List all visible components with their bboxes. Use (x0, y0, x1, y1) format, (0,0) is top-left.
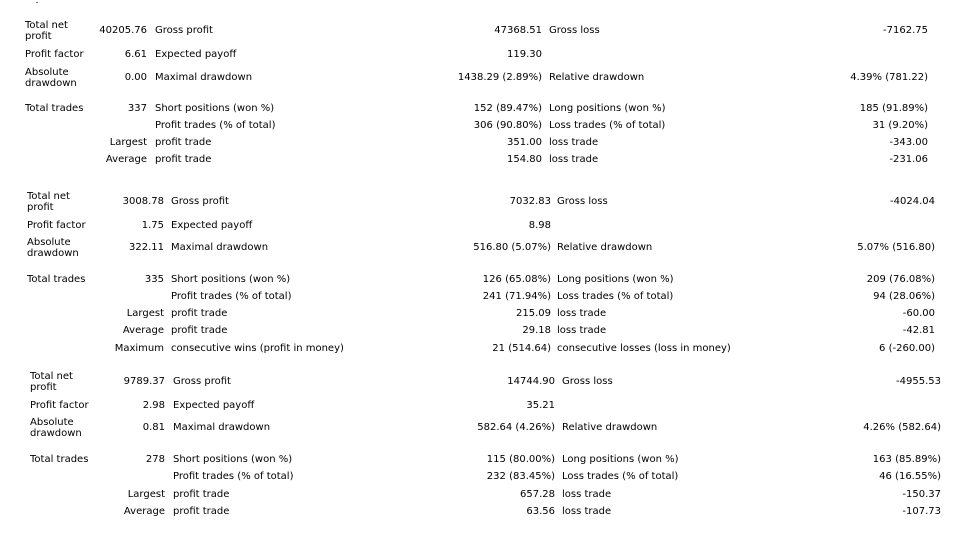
largest-loss-value: -343.00 (889, 137, 928, 148)
profit-factor-label: Profit factor (30, 400, 89, 411)
expected-payoff-value: 8.98 (528, 220, 551, 231)
total-net-profit-value: 3008.78 (122, 196, 164, 207)
row-average (0, 153, 960, 167)
row-drawdown (0, 236, 960, 260)
average-loss-value: -231.06 (889, 154, 928, 165)
average-profit-value: 154.80 (507, 154, 542, 165)
total-trades-label: Total trades (30, 454, 89, 465)
absolute-drawdown-label: Absolute drawdown (27, 237, 79, 259)
report-block-1 (0, 0, 960, 175)
maximal-drawdown-value: 582.64 (4.26%) (477, 422, 555, 433)
row-average (0, 505, 960, 519)
row-net-profit (0, 190, 960, 214)
gross-profit-label: Gross profit (173, 376, 231, 387)
profit-factor-value: 2.98 (142, 400, 165, 411)
profit-factor-value: 1.75 (141, 220, 164, 231)
largest-profit-label: profit trade (173, 489, 230, 500)
consecutive-losses-value: 6 (-260.00) (879, 343, 935, 353)
gross-profit-label: Gross profit (155, 25, 213, 36)
maximal-drawdown-label: Maximal drawdown (173, 422, 271, 433)
maximal-drawdown-value: 516.80 (5.07%) (473, 242, 551, 253)
total-net-profit-label: Total net profit (25, 20, 68, 42)
expected-payoff-label: Expected payoff (171, 220, 253, 231)
long-positions-label: Long positions (won %) (562, 454, 679, 465)
short-positions-label: Short positions (won %) (173, 454, 293, 465)
maximal-drawdown-label: Maximal drawdown (155, 72, 253, 83)
row-drawdown (0, 416, 960, 440)
total-trades-value: 278 (145, 454, 165, 465)
average-loss-value: -42.81 (902, 325, 935, 336)
loss-trades-label: Loss trades (% of total) (549, 120, 666, 131)
profit-trades-value: 232 (83.45%) (486, 471, 555, 482)
short-positions-value: 152 (89.47%) (473, 103, 542, 114)
loss-trades-label: Loss trades (% of total) (562, 471, 679, 482)
absolute-drawdown-value: 0.81 (142, 422, 165, 433)
average-profit-value: 29.18 (522, 325, 551, 336)
relative-drawdown-value: 4.26% (582.64) (863, 422, 941, 433)
profit-trades-label: Profit trades (% of total) (155, 120, 276, 131)
average-loss-label: loss trade (562, 506, 612, 517)
row-profit-trades (0, 290, 960, 304)
loss-trades-value: 46 (16.55%) (879, 471, 941, 482)
absolute-drawdown-label: Absolute drawdown (25, 67, 77, 89)
report-block-2 (0, 185, 960, 353)
gross-loss-label: Gross loss (562, 376, 613, 387)
row-profit-factor (0, 219, 960, 233)
short-positions-value: 115 (80.00%) (486, 454, 555, 465)
consecutive-losses-label: consecutive losses (loss in money) (557, 343, 731, 353)
profit-trades-value: 306 (90.80%) (473, 120, 542, 131)
row-profit-trades (0, 119, 960, 133)
largest-loss-label: loss trade (557, 308, 607, 319)
expected-payoff-value: 35.21 (526, 400, 555, 411)
maximal-drawdown-label: Maximal drawdown (171, 242, 269, 253)
largest-loss-label: loss trade (562, 489, 612, 500)
gross-loss-value: -7162.75 (883, 25, 928, 36)
relative-drawdown-label: Relative drawdown (549, 72, 645, 83)
maximum-label: Maximum (114, 343, 164, 353)
largest-profit-label: profit trade (155, 137, 212, 148)
total-trades-label: Total trades (25, 103, 84, 114)
profit-factor-value: 6.61 (124, 49, 147, 60)
relative-drawdown-label: Relative drawdown (562, 422, 658, 433)
gross-loss-value: -4024.04 (890, 196, 935, 207)
average-profit-label: profit trade (173, 506, 230, 517)
profit-trades-value: 241 (71.94%) (482, 291, 551, 302)
average-profit-label: profit trade (171, 325, 228, 336)
row-net-profit (0, 370, 960, 394)
long-positions-label: Long positions (won %) (557, 274, 674, 285)
report-block-3 (0, 365, 960, 525)
average-profit-value: 63.56 (526, 506, 555, 517)
row-maximum-consecutive (0, 342, 960, 353)
largest-loss-value: -60.00 (902, 308, 935, 319)
short-positions-value: 126 (65.08%) (482, 274, 551, 285)
largest-profit-label: profit trade (171, 308, 228, 319)
row-profit-factor (0, 399, 960, 413)
profit-factor-label: Profit factor (27, 220, 86, 231)
profit-factor-label: Profit factor (25, 49, 84, 60)
total-net-profit-value: 9789.37 (123, 376, 165, 387)
relative-drawdown-value: 4.39% (781.22) (850, 72, 928, 83)
row-total-trades (0, 273, 960, 287)
average-label: Average (122, 325, 164, 336)
total-trades-label: Total trades (27, 274, 86, 285)
total-trades-value: 335 (144, 274, 164, 285)
gross-loss-label: Gross loss (557, 196, 608, 207)
row-largest (0, 488, 960, 502)
average-profit-label: profit trade (155, 154, 212, 165)
long-positions-value: 163 (85.89%) (872, 454, 941, 465)
short-positions-label: Short positions (won %) (155, 103, 275, 114)
gross-profit-value: 7032.83 (509, 196, 551, 207)
expected-payoff-value: 119.30 (507, 49, 542, 60)
average-loss-label: loss trade (557, 325, 607, 336)
row-profit-trades (0, 470, 960, 484)
profit-trades-label: Profit trades (% of total) (173, 471, 294, 482)
long-positions-label: Long positions (won %) (549, 103, 666, 114)
absolute-drawdown-value: 322.11 (129, 242, 164, 253)
largest-loss-label: loss trade (549, 137, 599, 148)
largest-profit-value: 215.09 (516, 308, 551, 319)
long-positions-value: 185 (91.89%) (859, 103, 928, 114)
maximal-drawdown-value: 1438.29 (2.89%) (457, 72, 542, 83)
row-total-trades (0, 453, 960, 467)
gross-loss-value: -4955.53 (896, 376, 941, 387)
consecutive-wins-value: 21 (514.64) (492, 343, 551, 353)
average-loss-value: -107.73 (902, 506, 941, 517)
loss-trades-label: Loss trades (% of total) (557, 291, 674, 302)
row-average (0, 324, 960, 338)
row-drawdown (0, 66, 960, 90)
relative-drawdown-label: Relative drawdown (557, 242, 653, 253)
loss-trades-value: 94 (28.06%) (873, 291, 935, 302)
largest-label: Largest (126, 308, 164, 319)
gross-loss-label: Gross loss (549, 25, 600, 36)
gross-profit-value: 47368.51 (494, 25, 542, 36)
largest-profit-value: 351.00 (507, 137, 542, 148)
largest-loss-value: -150.37 (902, 489, 941, 500)
average-label: Average (123, 506, 165, 517)
absolute-drawdown-label: Absolute drawdown (30, 417, 82, 439)
row-total-trades (0, 102, 960, 116)
long-positions-value: 209 (76.08%) (866, 274, 935, 285)
largest-label: Largest (127, 489, 165, 500)
largest-profit-value: 657.28 (520, 489, 555, 500)
relative-drawdown-value: 5.07% (516.80) (857, 242, 935, 253)
absolute-drawdown-value: 0.00 (124, 72, 147, 83)
gross-profit-label: Gross profit (171, 196, 229, 207)
row-profit-factor (0, 48, 960, 62)
average-label: Average (105, 154, 147, 165)
total-net-profit-label: Total net profit (27, 191, 70, 213)
short-positions-label: Short positions (won %) (171, 274, 291, 285)
row-largest (0, 307, 960, 321)
row-largest (0, 136, 960, 150)
expected-payoff-label: Expected payoff (155, 49, 237, 60)
profit-trades-label: Profit trades (% of total) (171, 291, 292, 302)
loss-trades-value: 31 (9.20%) (872, 120, 928, 131)
row-net-profit (0, 19, 960, 43)
expected-payoff-label: Expected payoff (173, 400, 255, 411)
average-loss-label: loss trade (549, 154, 599, 165)
largest-label: Largest (109, 137, 147, 148)
total-net-profit-value: 40205.76 (99, 25, 147, 36)
consecutive-wins-label: consecutive wins (profit in money) (171, 343, 344, 353)
total-net-profit-label: Total net profit (30, 371, 73, 393)
total-trades-value: 337 (127, 103, 147, 114)
gross-profit-value: 14744.90 (507, 376, 555, 387)
